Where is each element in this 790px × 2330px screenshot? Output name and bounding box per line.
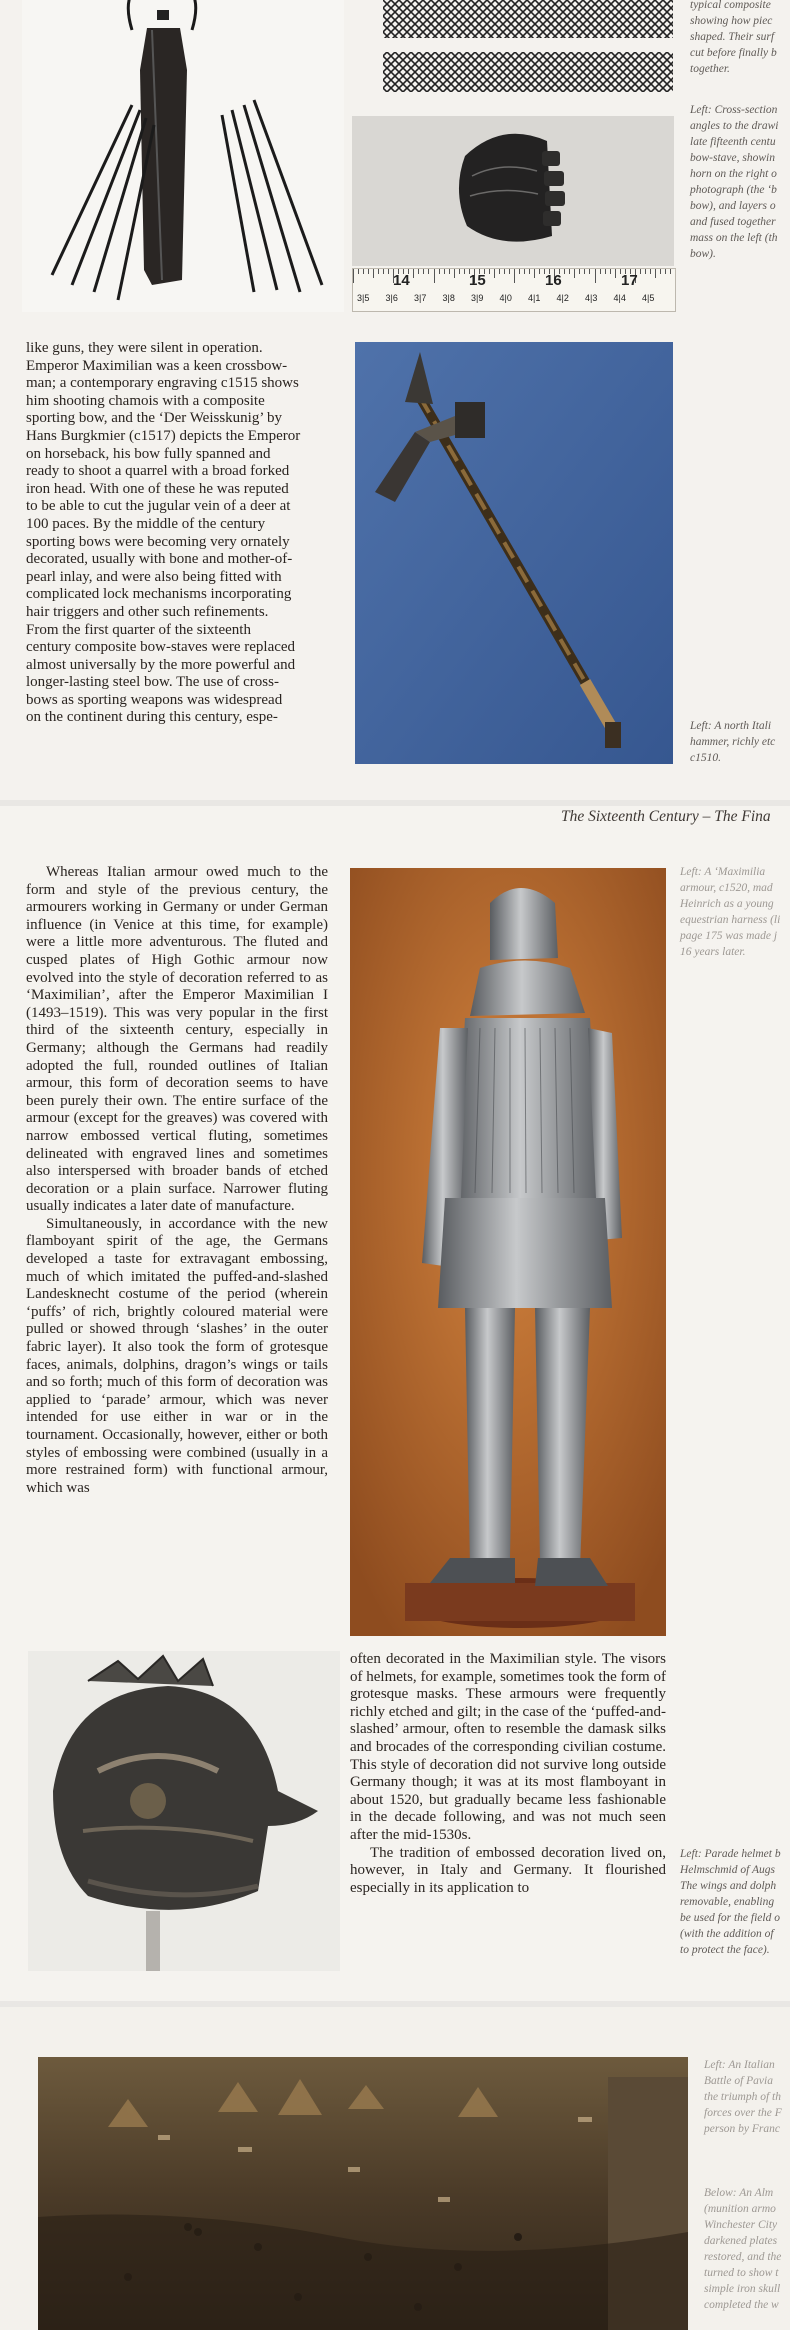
text-line: 16 years later.: [680, 946, 746, 958]
ruler-tick: [464, 269, 465, 274]
ruler-number-inch: 4|4: [613, 293, 626, 303]
text-line: hair triggers and other such refinements.: [26, 603, 269, 620]
text-line: man; a contemporary engraving c1515 shows: [26, 375, 299, 392]
ruler-number-inch: 4|3: [585, 293, 598, 303]
text-line: Hans Burgkmier (c1517) depicts the Emperor: [26, 427, 301, 444]
battle-of-pavia-painting: [38, 2057, 688, 2330]
text-line: longer-lasting steel bow. The use of cross-: [26, 674, 279, 691]
text-line: angles to the drawi: [690, 120, 779, 132]
text-line: ready to shoot a quarrel with a broad forked: [26, 463, 290, 480]
text-line: cut before finally b: [690, 47, 777, 59]
text-line: the triumph of th: [704, 2091, 781, 2103]
ruler-number-inch: 4|0: [499, 293, 512, 303]
text-line: Emperor Maximilian was a keen crossbow-: [26, 357, 288, 374]
text-line: Left: A ‘Maximilia: [680, 866, 766, 878]
ruler-tick: [358, 269, 359, 274]
caption-composite-bow: [690, 0, 790, 77]
caption-maximilian-armour: [680, 864, 790, 960]
text-line: horn on the right o: [690, 168, 777, 180]
ruler-number-cm: 15: [469, 272, 486, 289]
text-line: mass on the left (th: [690, 232, 778, 244]
text-line: bow-stave, showin: [690, 152, 775, 164]
text-line: (munition armo: [704, 2203, 776, 2215]
ruler-tick: [449, 269, 450, 274]
ruler-number-inch: 3|8: [442, 293, 455, 303]
ruler-tick: [595, 269, 596, 283]
ruler-tick: [353, 269, 354, 283]
ruler-tick: [504, 269, 505, 274]
ruler-tick: [383, 269, 384, 274]
caption-battle-of-pavia: [704, 2057, 790, 2137]
ruler-tick: [589, 269, 590, 274]
maximilian-armour-photo: [350, 868, 666, 1636]
text-line: simple iron skull: [704, 2283, 781, 2295]
text-line: c1510.: [690, 752, 721, 764]
text-line: From the first quarter of the sixteenth: [26, 621, 251, 638]
text-line: showing how piec: [690, 15, 773, 27]
ruler-tick: [444, 269, 445, 274]
ruler-number-cm: 14: [393, 272, 410, 289]
text-line: The wings and dolph: [680, 1880, 777, 1892]
bow-cross-section-photo: [352, 116, 674, 266]
text-line: sporting bow, and the ‘Der Weisskunig’ by: [26, 410, 282, 427]
ruler-number-inch: 3|5: [357, 293, 370, 303]
ruler-tick: [373, 269, 374, 278]
text-line: Left: A north Itali: [690, 720, 772, 732]
ruler-tick: [534, 269, 535, 278]
paragraph: Whereas Italian armour owed much to the form and style of the previous century, the armourers working in Germany or under German influence (in Venice at this time, for example) were a little more adventurous. The fluted and cusped plates of High Gothic armour now evolved into the style of decoration referred to as ‘Maximilian’, after the Emperor Maximilian I (1493–1519). This was very popular in the first third of the sixteenth century, especially in Germany; although the Germans had readily adopted the full, rounded outlines of Italian armour, this form of decoration seems to have been purely their own. The entire surface of the armour (except for the greaves) was covered with narrow embossed vertical fluting, sometimes delineated with engraved lines and sometimes also interspersed with broader bands of etched decoration or a plain surface. Narrower fluting usually indicates a later date of manufacture.: [26, 864, 328, 1215]
column-one-text: [26, 864, 328, 1497]
measurement-ruler: [352, 268, 676, 312]
text-line: almost universally by the more powerful and: [26, 656, 296, 673]
text-line: Heinrich as a young: [680, 898, 774, 910]
ruler-tick: [418, 269, 419, 274]
text-line: to be able to cut the jugular vein of a deer at: [26, 498, 291, 515]
text-line: (with the addition of: [680, 1928, 774, 1940]
ruler-tick: [600, 269, 601, 274]
quiver-and-bolts-photo: [22, 0, 344, 312]
column-two-text: [350, 1651, 666, 1897]
ruler-tick: [454, 269, 455, 278]
page-one-body-text: [26, 340, 338, 727]
text-line: late fifteenth centu: [690, 136, 776, 148]
ruler-tick: [413, 269, 414, 278]
text-line: and fused together: [690, 216, 776, 228]
ruler-tick: [665, 269, 666, 274]
war-hammer-photo: [355, 342, 673, 764]
text-line: Winchester City: [704, 2219, 778, 2231]
text-line: be used for the field o: [680, 1912, 780, 1924]
paragraph: The tradition of embossed decoration lived on, however, in Italy and Germany. It flourished especially in its application to: [350, 1844, 666, 1896]
text-line: shaped. Their surf: [690, 31, 775, 43]
text-line: him shooting chamois with a composite: [26, 392, 265, 409]
text-line: Left: Parade helmet b: [680, 1848, 781, 1860]
ruler-tick: [579, 269, 580, 274]
ruler-tick: [378, 269, 379, 274]
ruler-tick: [428, 269, 429, 274]
ruler-tick: [539, 269, 540, 274]
text-line: iron head. With one of these he was reputed: [26, 480, 289, 497]
ruler-tick: [494, 269, 495, 278]
ruler-tick: [615, 269, 616, 278]
text-line: together.: [690, 63, 730, 75]
ruler-tick: [574, 269, 575, 278]
ruler-tick: [529, 269, 530, 274]
page-three: [0, 2007, 790, 2330]
ruler-tick: [363, 269, 364, 274]
text-line: like guns, they were silent in operation.: [26, 340, 263, 356]
text-line: Below: An Alm: [704, 2187, 774, 2199]
ruler-tick: [645, 269, 646, 274]
text-line: photograph (the ‘b: [690, 184, 777, 196]
text-line: century composite bow-staves were replaced: [26, 639, 296, 656]
page-two: [0, 806, 790, 2001]
ruler-tick: [584, 269, 585, 274]
text-line: completed the w: [704, 2299, 779, 2311]
text-line: to protect the face).: [680, 1944, 770, 1956]
ruler-number-inch: 3|6: [385, 293, 398, 303]
ruler-tick: [650, 269, 651, 274]
ruler-number-inch: 4|2: [556, 293, 569, 303]
ruler-tick: [564, 269, 565, 274]
text-line: on the continent during this century, espe-: [26, 709, 278, 726]
text-line: restored, and the: [704, 2251, 782, 2263]
ruler-tick: [569, 269, 570, 274]
ruler-tick: [388, 269, 389, 274]
ruler-tick: [434, 269, 435, 283]
parade-helmet-photo: [28, 1651, 340, 1971]
text-line: bow).: [690, 248, 716, 260]
ruler-tick: [423, 269, 424, 274]
ruler-number-inch: 4|1: [528, 293, 541, 303]
ruler-number-cm: 16: [545, 272, 562, 289]
text-line: typical composite: [690, 0, 771, 11]
ruler-tick: [514, 269, 515, 283]
text-line: on horseback, his bow fully spanned and: [26, 445, 271, 462]
text-line: complicated lock mechanisms incorporating: [26, 586, 292, 603]
running-head: The Sixteenth Century – The Fina: [561, 808, 771, 825]
text-line: person by Franc: [704, 2123, 781, 2135]
text-line: equestrian harness (li: [680, 914, 781, 926]
ruler-tick: [605, 269, 606, 274]
caption-parade-helmet: [680, 1846, 790, 1958]
text-line: Battle of Pavia: [704, 2075, 773, 2087]
paragraph: often decorated in the Maximilian style. The visors of helmets, for example, sometimes took the form of grotesque masks. These armours were frequently richly etched and gilt; in the case of the ‘puffed-and-slashed’ armour, often to resemble the damask silks and brocades of the corresponding civilian costume. This style of decoration did not survive long outside Germany though; it was at its most flamboyant in about 1520, but gradually became less fashionable in the decade following, and was not much seen after the mid-1530s.: [350, 1651, 666, 1843]
page-one: [0, 0, 790, 800]
ruler-tick: [489, 269, 490, 274]
ruler-number-inch: 4|5: [642, 293, 655, 303]
ruler-tick: [660, 269, 661, 274]
paragraph: Simultaneously, in accordance with the new flamboyant spirit of the age, the Germans developed a taste for extravagant embossing, much of which imitated the puffed-and-slashed Landesknecht costume of the period (wherein ‘puffs’ of rich, brightly coloured material were pulled or showed through ‘slashes’ in the outer fabric layer). It also took the form of grotesque faces, animals, dolphins, dragon’s wings or tails and so forth; much of this form of decoration was applied to ‘parade’ armour, which was never intended for use either in war or in the tournament. Occasionally, however, either or both styles of embossing were combined (usually in a more restrained form) with functional armour, which was: [26, 1215, 328, 1496]
ruler-tick: [524, 269, 525, 274]
text-line: armour, c1520, mad: [680, 882, 773, 894]
text-line: removable, enabling: [680, 1896, 775, 1908]
text-line: sporting bows were becoming very ornately: [26, 533, 290, 550]
bowstave-pattern-diagram: [383, 0, 673, 100]
caption-cross-section: [690, 102, 790, 262]
text-line: Left: An Italian: [704, 2059, 775, 2071]
ruler-tick: [675, 269, 676, 283]
ruler-tick: [499, 269, 500, 274]
text-line: bows as sporting weapons was widespread: [26, 691, 283, 708]
text-line: turned to show t: [704, 2267, 779, 2279]
ruler-tick: [519, 269, 520, 274]
ruler-tick: [670, 269, 671, 274]
text-line: decorated, usually with bone and mother-of-: [26, 551, 293, 568]
text-line: Helmschmid of Augs: [680, 1864, 775, 1876]
text-line: forces over the F: [704, 2107, 782, 2119]
text-line: hammer, richly etc: [690, 736, 776, 748]
ruler-number-inch: 3|7: [414, 293, 427, 303]
ruler-number-inch: 3|9: [471, 293, 484, 303]
ruler-tick: [459, 269, 460, 274]
ruler-tick: [610, 269, 611, 274]
text-line: bow), and layers o: [690, 200, 776, 212]
ruler-number-cm: 17: [621, 272, 638, 289]
ruler-tick: [368, 269, 369, 274]
text-line: 100 paces. By the middle of the century: [26, 515, 266, 532]
text-line: page 175 was made j: [680, 930, 778, 942]
ruler-tick: [655, 269, 656, 278]
text-line: Left: Cross-section: [690, 104, 778, 116]
text-line: pearl inlay, and were also being fitted with: [26, 568, 282, 585]
ruler-tick: [439, 269, 440, 274]
ruler-tick: [640, 269, 641, 274]
text-line: darkened plates: [704, 2235, 778, 2247]
caption-war-hammer: [690, 718, 790, 766]
caption-munition-armour: [704, 2185, 790, 2313]
ruler-tick: [509, 269, 510, 274]
